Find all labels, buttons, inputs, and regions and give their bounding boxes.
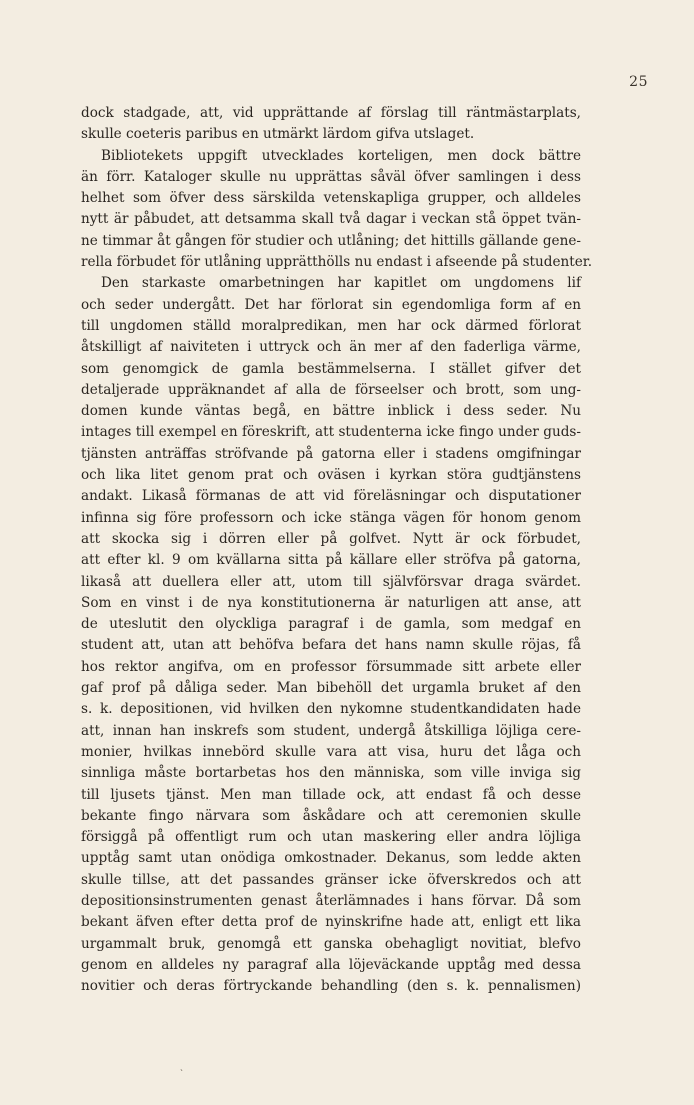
text-line: dock stadgade, att, vid upprättande af förslag till räntmästarplats,	[81, 105, 581, 121]
text-line: novitier och deras förtryckande behandling (den s. k. pennalismen)	[81, 978, 581, 995]
text-line: Som en vinst i de nya konstitutionerna är naturligen att anse, att	[81, 594, 581, 611]
text-line: Den starkaste omarbetningen har kapitlet om ungdomens lif	[101, 275, 581, 292]
text-line: att, innan han inskrefs som student, undergå åtskilliga löjliga cere-	[81, 722, 581, 739]
text-line: upptåg samt utan onödiga omkostnader. Dekanus, som ledde akten	[81, 850, 581, 867]
text-line: och seder undergått. Det har förlorat sin egendomliga form af en	[81, 296, 581, 313]
text-line: rella förbudet för utlåning upprätthölls nu endast i afseende på studenter.	[81, 254, 593, 271]
text-line: än förr. Kataloger skulle nu upprättas såväl öfver samlingen i dess	[81, 168, 581, 185]
text-line: att efter kl. 9 om kvällarna sitta på källare eller ströfva på gatorna,	[81, 552, 581, 569]
text-line: åtskilligt af naiviteten i uttryck och än mer af den faderliga värme,	[81, 339, 581, 356]
text-line: skulle tillse, att det passandes gränser icke öfverskredos och att	[81, 871, 581, 888]
text-line: Bibliotekets uppgift utvecklades korteligen, men dock bättre	[101, 147, 581, 164]
text-line: bekante fingo närvara som åskådare och att ceremonien skulle	[81, 807, 581, 824]
text-line: intages till exempel en föreskrift, att studenterna icke fingo under guds-	[81, 424, 581, 441]
stray-mark: ˎ	[180, 1062, 183, 1072]
text-line: nytt är påbudet, att detsamma skall två dagar i veckan stå öppet tvän-	[81, 211, 581, 228]
text-line: s. k. depositionen, vid hvilken den nykomne studentkandidaten hade	[81, 701, 581, 718]
text-line: helhet som öfver dess särskilda vetenskapliga grupper, och alldeles	[81, 190, 581, 207]
text-line: domen kunde väntas begå, en bättre inblick i dess seder. Nu	[81, 403, 581, 420]
text-line: till ljusets tjänst. Men man tillade ock, att endast få och desse	[81, 786, 581, 803]
text-line: de uteslutit den olyckliga paragraf i de gamla, som medgaf en	[81, 616, 581, 633]
text-line: depositionsinstrumenten genast återlämnades i hans förvar. Då som	[81, 892, 581, 909]
text-line: sinnliga måste bortarbetas hos den människa, som ville inviga sig	[81, 765, 581, 782]
text-line: som genomgick de gamla bestämmelserna. I stället gifver det	[81, 360, 581, 377]
text-line: monier, hvilkas innebörd skulle vara att visa, huru det låga och	[81, 743, 581, 760]
text-line: detaljerade uppräknandet af alla de förseelser och brott, som ung-	[81, 381, 581, 398]
text-line: skulle coeteris paribus en utmärkt lärdom gifva utslaget.	[81, 126, 475, 143]
text-line: att skocka sig i dörren eller på golfvet. Nytt är ock förbudet,	[81, 530, 581, 547]
page-number: 25	[629, 74, 648, 90]
text-line: till ungdomen ställd moralpredikan, men har ock därmed förlorat	[81, 317, 581, 334]
text-line: andakt. Likaså förmanas de att vid föreläsningar och disputationer	[81, 488, 581, 505]
text-line: infinna sig före professorn och icke stänga vägen för honom genom	[81, 509, 581, 526]
text-line: bekant äfven efter detta prof de nyinskrifne hade att, enligt ett lika	[81, 914, 581, 931]
text-line: gaf prof på dåliga seder. Man bibehöll det urgamla bruket af den	[81, 680, 581, 697]
text-line: likaså att duellera eller att, utom till självförsvar draga svärdet.	[81, 573, 581, 590]
text-line: hos rektor angifva, om en professor försummade sitt arbete eller	[81, 658, 581, 675]
text-line: tjänsten anträffas ströfvande på gatorna eller i stadens omgifningar	[81, 445, 581, 462]
text-line: student att, utan att behöfva befara det hans namn skulle röjas, få	[81, 637, 581, 654]
text-line: och lika litet genom prat och oväsen i kyrkan störa gudtjänstens	[81, 467, 581, 484]
text-line: ne timmar åt gången för studier och utlåning; det hittills gällande gene-	[81, 232, 581, 249]
body-text	[81, 103, 593, 997]
text-line: urgammalt bruk, genomgå ett ganska obehagligt novitiat, blefvo	[81, 935, 581, 952]
text-line: genom en alldeles ny paragraf alla löjeväckande upptåg med dessa	[81, 956, 581, 973]
text-line: försiggå på offentligt rum och utan maskering eller andra löjliga	[81, 829, 581, 846]
